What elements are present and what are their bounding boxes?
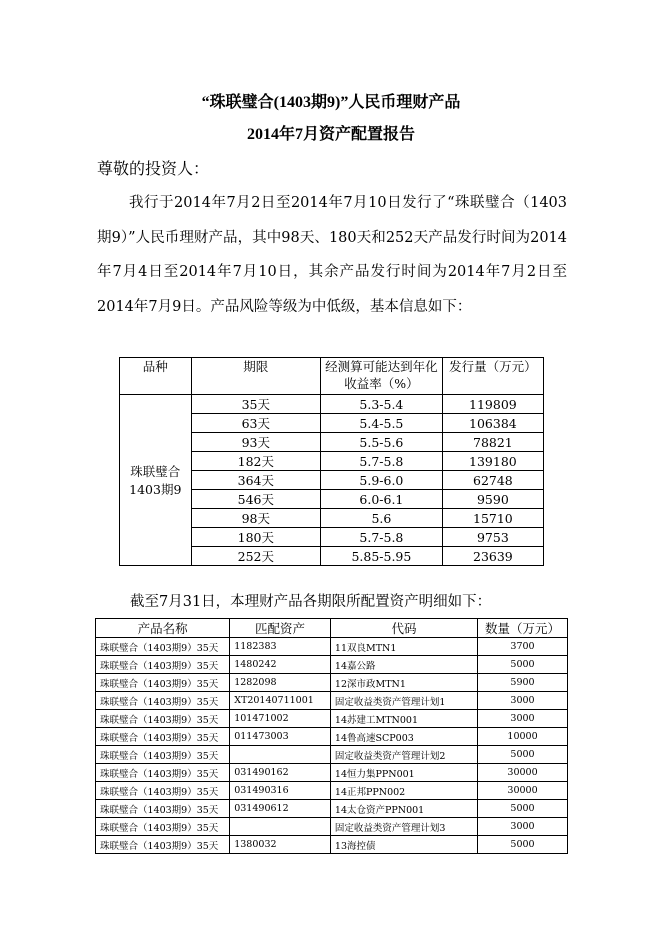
- table-cell: 364天: [191, 471, 320, 490]
- table-row: [96, 710, 568, 728]
- table-cell: 93天: [191, 433, 320, 452]
- table-cell: 13海控债: [330, 836, 477, 854]
- table-header-cell: 产品名称: [96, 619, 230, 638]
- table-cell: 14鲁高速SCP003: [330, 728, 477, 746]
- table-row: [96, 638, 568, 656]
- table-cell: 珠联璧合（1403期9）35天: [96, 818, 230, 836]
- table-row: [96, 764, 568, 782]
- table-cell: 63天: [191, 414, 320, 433]
- table-cell: 3700: [478, 638, 568, 656]
- table-cell: 62748: [442, 471, 543, 490]
- table-cell: 3000: [478, 818, 568, 836]
- greeting: 尊敬的投资人：: [97, 159, 210, 178]
- table-cell: 5.7-5.8: [321, 452, 443, 471]
- table-cell: 珠联璧合（1403期9）35天: [96, 800, 230, 818]
- table-cell: 1380032: [230, 836, 331, 854]
- table-cell: 5900: [478, 674, 568, 692]
- title-line-2: 2014年7月资产配置报告: [246, 126, 415, 143]
- table-cell: 252天: [191, 547, 320, 566]
- table-header-cell: 期限: [191, 358, 320, 395]
- table-cell: 139180: [442, 452, 543, 471]
- table-cell: 031490612: [230, 800, 331, 818]
- table-cell: 5.3-5.4: [321, 395, 443, 414]
- title-line-1: “珠联璧合(1403期9)”人民币理财产品: [201, 94, 461, 111]
- table-cell: 9753: [442, 528, 543, 547]
- table-cell: 031490162: [230, 764, 331, 782]
- table-cell: 546天: [191, 490, 320, 509]
- table-cell: 15710: [442, 509, 543, 528]
- table-cell: 011473003: [230, 728, 331, 746]
- table-row: [96, 818, 568, 836]
- table-cell: 珠联璧合（1403期9）35天: [96, 836, 230, 854]
- table-cell: 180天: [191, 528, 320, 547]
- table-cell: 5.6: [321, 509, 443, 528]
- table-cell: 12深市政MTN1: [330, 674, 477, 692]
- table-cell: 98天: [191, 509, 320, 528]
- table-cell: 11双良MTN1: [330, 638, 477, 656]
- table-cell: 5.9-6.0: [321, 471, 443, 490]
- table-cell: 5.85-5.95: [321, 547, 443, 566]
- table-cell: 5000: [478, 800, 568, 818]
- allocation-note: 截至7月31日，本理财产品各期限所配置资产明细如下：: [130, 594, 492, 610]
- table-row: [120, 395, 544, 414]
- table-cell: 5.5-5.6: [321, 433, 443, 452]
- table-cell: 9590: [442, 490, 543, 509]
- table-header-cell: 发行量（万元）: [442, 358, 543, 395]
- table-cell: 珠联璧合（1403期9）35天: [96, 728, 230, 746]
- table-cell: 珠联璧合（1403期9）35天: [96, 656, 230, 674]
- table-cell: 5.4-5.5: [321, 414, 443, 433]
- table-cell: 30000: [478, 782, 568, 800]
- table-row: [96, 746, 568, 764]
- table-cell: 1182383: [230, 638, 331, 656]
- table-cell: 珠联璧合（1403期9）35天: [96, 764, 230, 782]
- table-header-cell: 代码: [330, 619, 477, 638]
- table-cell: 珠联璧合（1403期9）35天: [96, 782, 230, 800]
- table-header-cell: 经测算可能达到年化收益率（%）: [321, 358, 443, 395]
- product-info-table: [119, 357, 544, 566]
- table-cell: 78821: [442, 433, 543, 452]
- table-cell: 固定收益类资产管理计划1: [330, 692, 477, 710]
- asset-allocation-table: [95, 618, 568, 854]
- table-cell: 14恒力集PPN001: [330, 764, 477, 782]
- table-cell: 35天: [191, 395, 320, 414]
- table-cell: 5000: [478, 836, 568, 854]
- table-cell: 10000: [478, 728, 568, 746]
- table-cell: [230, 746, 331, 764]
- table-cell: 14正邦PPN002: [330, 782, 477, 800]
- table-cell: 14苏建工MTN001: [330, 710, 477, 728]
- table-cell: 1480242: [230, 656, 331, 674]
- table-cell: XT20140711001: [230, 692, 331, 710]
- table-cell: 3000: [478, 692, 568, 710]
- table-cell: 119809: [442, 395, 543, 414]
- table-cell: 珠联璧合（1403期9）35天: [96, 674, 230, 692]
- table-cell: 23639: [442, 547, 543, 566]
- table-cell: 106384: [442, 414, 543, 433]
- table-row: [96, 656, 568, 674]
- table-cell: 固定收益类资产管理计划2: [330, 746, 477, 764]
- table-row: [96, 674, 568, 692]
- table-row: [96, 728, 568, 746]
- table-cell: 珠联璧合（1403期9）35天: [96, 710, 230, 728]
- product-name-cell: 珠联璧合1403期9: [120, 395, 192, 566]
- table-header-cell: 匹配资产: [230, 619, 331, 638]
- table-cell: 固定收益类资产管理计划3: [330, 818, 477, 836]
- intro-paragraph: 我行于2014年7月2日至2014年7月10日发行了“珠联璧合（1403期9）”人民币理财产品，其中98天、180天和252天产品发行时间为2014年7月4日至2014年7月10日，其余产品发行时间为2014年7月2日至2014年7月9日。产品风险等级为中低级，基本信息如下：: [97, 195, 567, 315]
- table-header-cell: 数量（万元）: [478, 619, 568, 638]
- table-cell: 3000: [478, 710, 568, 728]
- table-cell: 30000: [478, 764, 568, 782]
- table-cell: 6.0-6.1: [321, 490, 443, 509]
- table-cell: 101471002: [230, 710, 331, 728]
- table-cell: 5.7-5.8: [321, 528, 443, 547]
- table-cell: 5000: [478, 746, 568, 764]
- table-header-cell: 品种: [120, 358, 192, 395]
- table-cell: 182天: [191, 452, 320, 471]
- table-row: [96, 692, 568, 710]
- table-cell: 5000: [478, 656, 568, 674]
- table-cell: 14嘉公路: [330, 656, 477, 674]
- table-cell: 031490316: [230, 782, 331, 800]
- table-row: [96, 800, 568, 818]
- table-row: [96, 782, 568, 800]
- table-cell: 珠联璧合（1403期9）35天: [96, 692, 230, 710]
- table-cell: 珠联璧合（1403期9）35天: [96, 746, 230, 764]
- table-cell: 14太仓资产PPN001: [330, 800, 477, 818]
- table-cell: 珠联璧合（1403期9）35天: [96, 638, 230, 656]
- table-cell: [230, 818, 331, 836]
- table-cell: 1282098: [230, 674, 331, 692]
- table-row: [96, 836, 568, 854]
